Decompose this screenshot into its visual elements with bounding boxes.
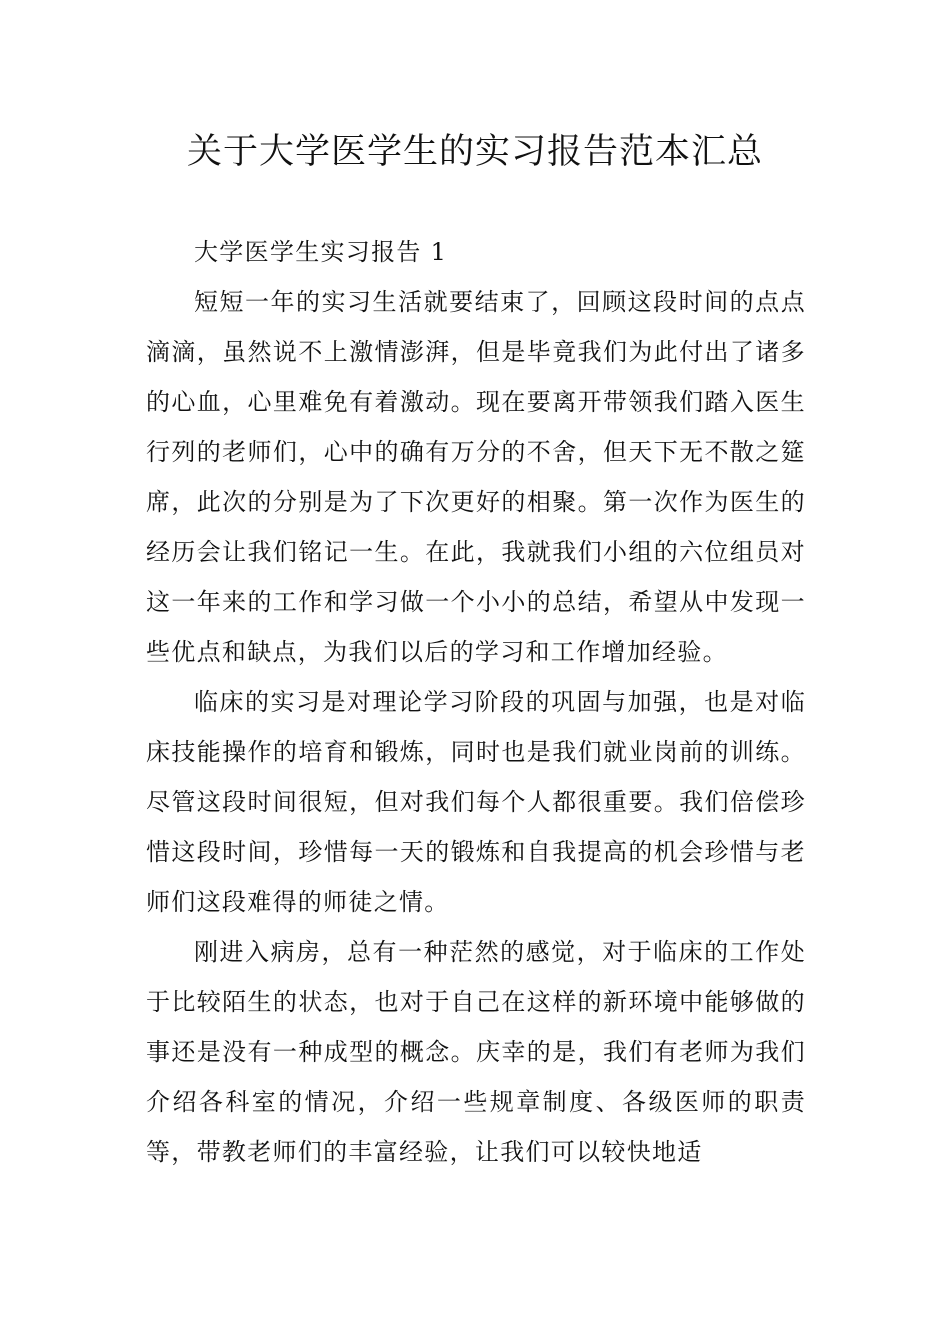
paragraph: 短短一年的实习生活就要结束了，回顾这段时间的点点滴滴，虽然说不上激情澎湃，但是毕竟我们为此付出了诸多的心血，心里难免有着激动。现在要离开带领我们踏入医生行列的老师们，心中的确有万分的不舍，但天下无不散之筵席，此次的分别是为了下次更好的相聚。第一次作为医生的经历会让我们铭记一生。在此，我就我们小组的六位组员对这一年来的工作和学习做一个小小的总结，希望从中发现一些优点和缺点，为我们以后的学习和工作增加经验。 <box>146 288 806 666</box>
paragraph: 临床的实习是对理论学习阶段的巩固与加强，也是对临床技能操作的培育和锻炼，同时也是我们就业岗前的训练。尽管这段时间很短，但对我们每个人都很重要。我们倍偿珍惜这段时间，珍惜每一天的锻炼和自我提高的机会珍惜与老师们这段难得的师徒之情。 <box>146 688 806 916</box>
document-title: 关于大学医学生的实习报告范本汇总 <box>186 132 763 172</box>
paragraph: 刚进入病房，总有一种茫然的感觉，对于临床的工作处于比较陌生的状态，也对于自己在这样的新环境中能够做的事还是没有一种成型的概念。庆幸的是，我们有老师为我们介绍各科室的情况，介绍一些规章制度、各级医师的职责等，带教老师们的丰富经验，让我们可以较快地适 <box>146 938 806 1166</box>
document-body <box>146 227 806 1177</box>
section-heading: 大学医学生实习报告 1 <box>194 238 448 266</box>
